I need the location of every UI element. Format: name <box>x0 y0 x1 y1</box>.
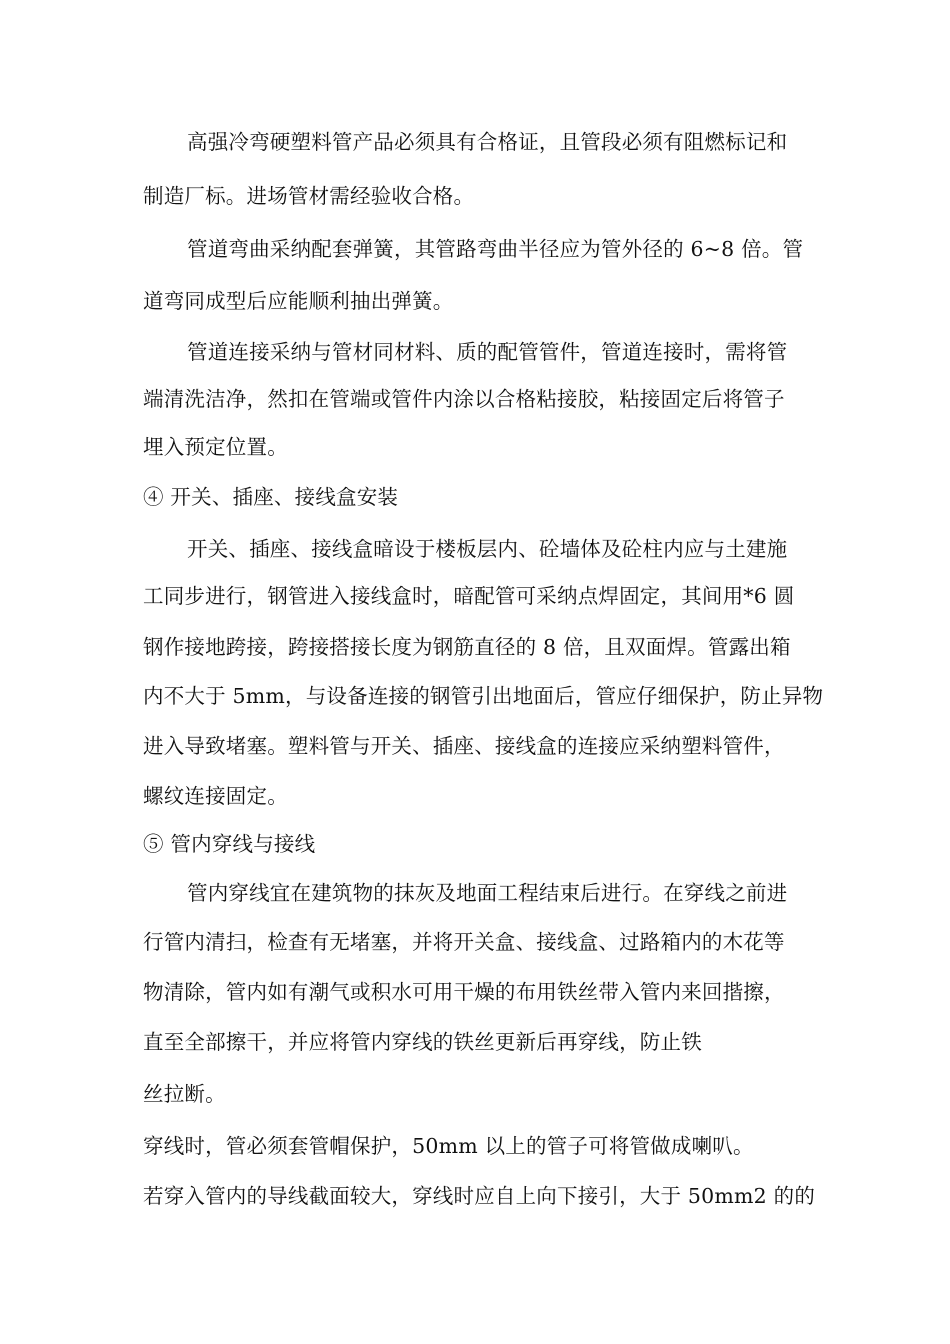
paragraph-line: 高强冷弯硬塑料管产品必须具有合格证，且管段必须有阻燃标记和 <box>187 130 788 154</box>
paragraph-line: 道弯同成型后应能顺利抽出弹簧。 <box>143 289 454 313</box>
paragraph-line: 工同步进行，钢管进入接线盒时，暗配管可采纳点焊固定，其间用*6 圆 <box>143 584 795 608</box>
paragraph-line: 若穿入管内的导线截面较大，穿线时应自上向下接引，大于 50mm2 的的 <box>143 1184 816 1208</box>
paragraph-line: 管道连接采纳与管材同材料、质的配管管件，管道连接时，需将管 <box>187 340 788 364</box>
paragraph-line: 物清除，管内如有潮气或积水可用干燥的布用铁丝带入管内来回揩擦， <box>143 980 785 1004</box>
paragraph-line: 制造厂标。进场管材需经验收合格。 <box>143 184 475 208</box>
paragraph-line: 埋入预定位置。 <box>143 435 288 459</box>
paragraph-line: 螺纹连接固定。 <box>143 784 288 808</box>
paragraph-line: 开关、插座、接线盒暗设于楼板层内、砼墙体及砼柱内应与土建施 <box>187 537 788 561</box>
paragraph-line: 端清洗洁净，然扣在管端或管件内涂以合格粘接胶，粘接固定后将管子 <box>143 387 785 411</box>
paragraph-line: 管道弯曲采纳配套弹簧，其管路弯曲半径应为管外径的 6~8 倍。管 <box>187 237 804 261</box>
section-heading: ⑤ 管内穿线与接线 <box>143 832 316 856</box>
paragraph-line: 丝拉断。 <box>143 1082 226 1106</box>
paragraph-line: 内不大于 5mm，与设备连接的钢管引出地面后，管应仔细保护，防止异物 <box>143 684 824 708</box>
paragraph-line: 钢作接地跨接，跨接搭接长度为钢筋直径的 8 倍，且双面焊。管露出箱 <box>143 635 791 659</box>
paragraph-line: 直至全部擦干，并应将管内穿线的铁丝更新后再穿线，防止铁 <box>143 1030 702 1054</box>
paragraph-line: 管内穿线宜在建筑物的抹灰及地面工程结束后进行。在穿线之前进 <box>187 881 788 905</box>
paragraph-line: 进入导致堵塞。塑料管与开关、插座、接线盒的连接应采纳塑料管件， <box>143 734 785 758</box>
paragraph-line: 行管内清扫，检查有无堵塞，并将开关盒、接线盒、过路箱内的木花等 <box>143 930 785 954</box>
section-heading: ④ 开关、插座、接线盒安装 <box>143 485 399 509</box>
paragraph-line: 穿线时，管必须套管帽保护，50mm 以上的管子可将管做成喇叭。 <box>143 1134 754 1158</box>
